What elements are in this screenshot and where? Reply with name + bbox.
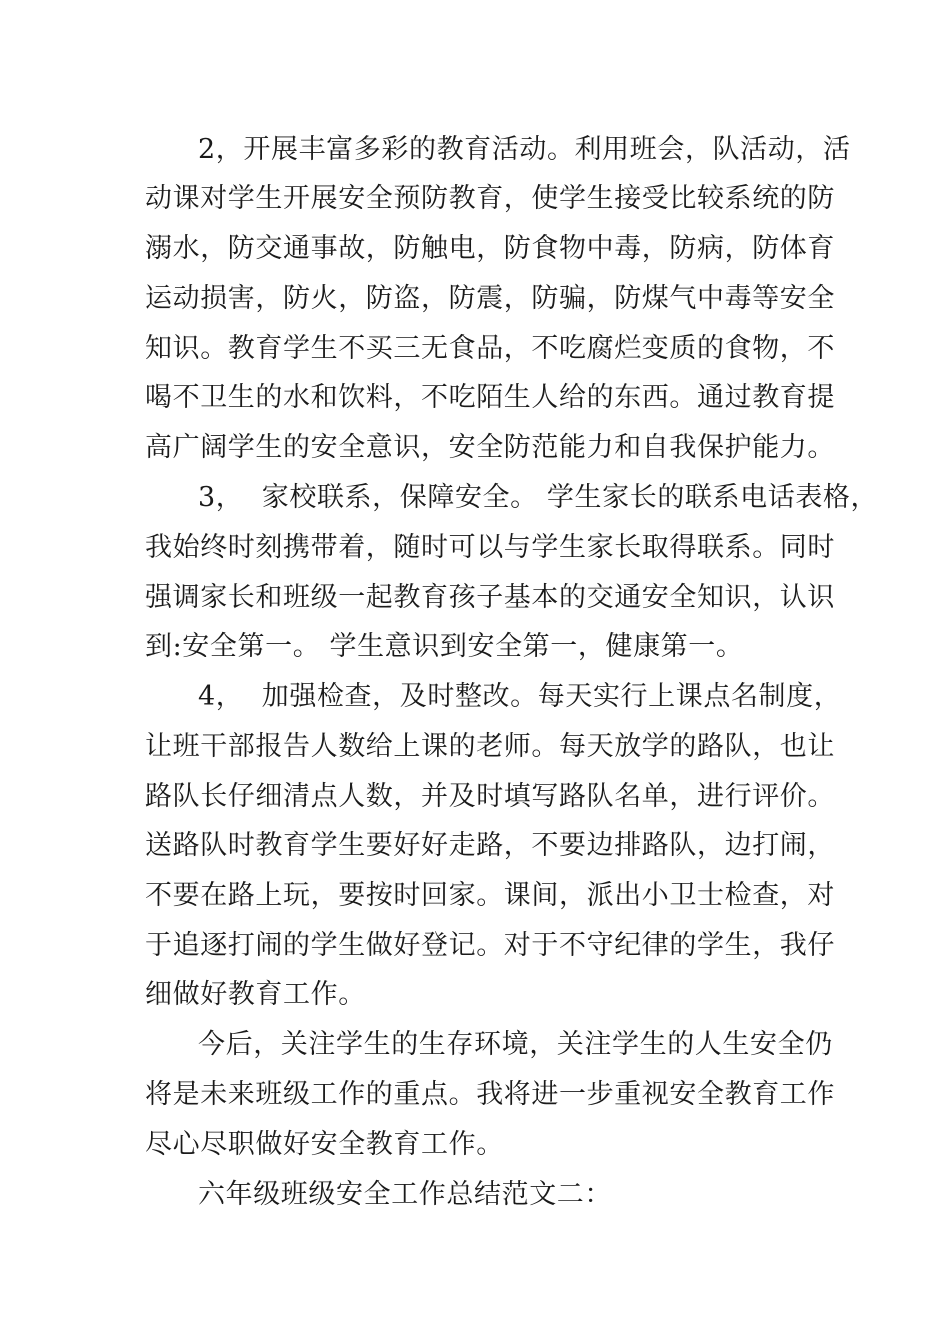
paragraph-4-line-4: 送路队时教育学生要好好走路，不要边排路队，边打闹， [145, 830, 835, 861]
paragraph-3-line-1: 3， 家校联系，保障安全。 学生家长的联系电话表格， [198, 482, 879, 513]
paragraph-3-line-3: 强调家长和班级一起教育孩子基本的交通安全知识，认识 [145, 582, 835, 613]
paragraph-4-line-5: 不要在路上玩，要按时回家。课间，派出小卫士检查，对 [145, 880, 835, 911]
section-heading: 六年级班级安全工作总结范文二： [198, 1179, 612, 1210]
paragraph-2-line-2: 动课对学生开展安全预防教育，使学生接受比较系统的防 [145, 183, 835, 214]
conclusion-line-1: 今后，关注学生的生存环境，关注学生的人生安全仍 [198, 1029, 833, 1060]
paragraph-3-line-4: 到:安全第一。 学生意识到安全第一，健康第一。 [145, 631, 744, 662]
paragraph-4-line-3: 路队长仔细清点人数，并及时填写路队名单，进行评价。 [145, 781, 835, 812]
paragraph-2-line-5: 知识。教育学生不买三无食品，不吃腐烂变质的食物，不 [145, 333, 835, 364]
conclusion-line-3: 尽心尽职做好安全教育工作。 [145, 1129, 504, 1160]
paragraph-4-line-1: 4， 加强检查，及时整改。每天实行上课点名制度， [198, 681, 842, 712]
paragraph-2-line-7: 高广阔学生的安全意识，安全防范能力和自我保护能力。 [145, 432, 835, 463]
paragraph-2-line-4: 运动损害，防火，防盗，防震，防骗，防煤气中毒等安全 [145, 283, 835, 314]
conclusion-line-2: 将是未来班级工作的重点。我将进一步重视安全教育工作 [145, 1079, 835, 1110]
paragraph-4-line-7: 细做好教育工作。 [145, 979, 366, 1010]
paragraph-2-line-1: 2，开展丰富多彩的教育活动。利用班会，队活动，活 [198, 134, 851, 165]
paragraph-2-line-3: 溺水，防交通事故，防触电，防食物中毒，防病，防体育 [145, 233, 835, 264]
paragraph-4-line-6: 于追逐打闹的学生做好登记。对于不守纪律的学生，我仔 [145, 930, 835, 961]
paragraph-4-line-2: 让班干部报告人数给上课的老师。每天放学的路队，也让 [145, 731, 835, 762]
paragraph-2-line-6: 喝不卫生的水和饮料，不吃陌生人给的东西。通过教育提 [145, 382, 835, 413]
paragraph-3-line-2: 我始终时刻携带着，随时可以与学生家长取得联系。同时 [145, 532, 835, 563]
